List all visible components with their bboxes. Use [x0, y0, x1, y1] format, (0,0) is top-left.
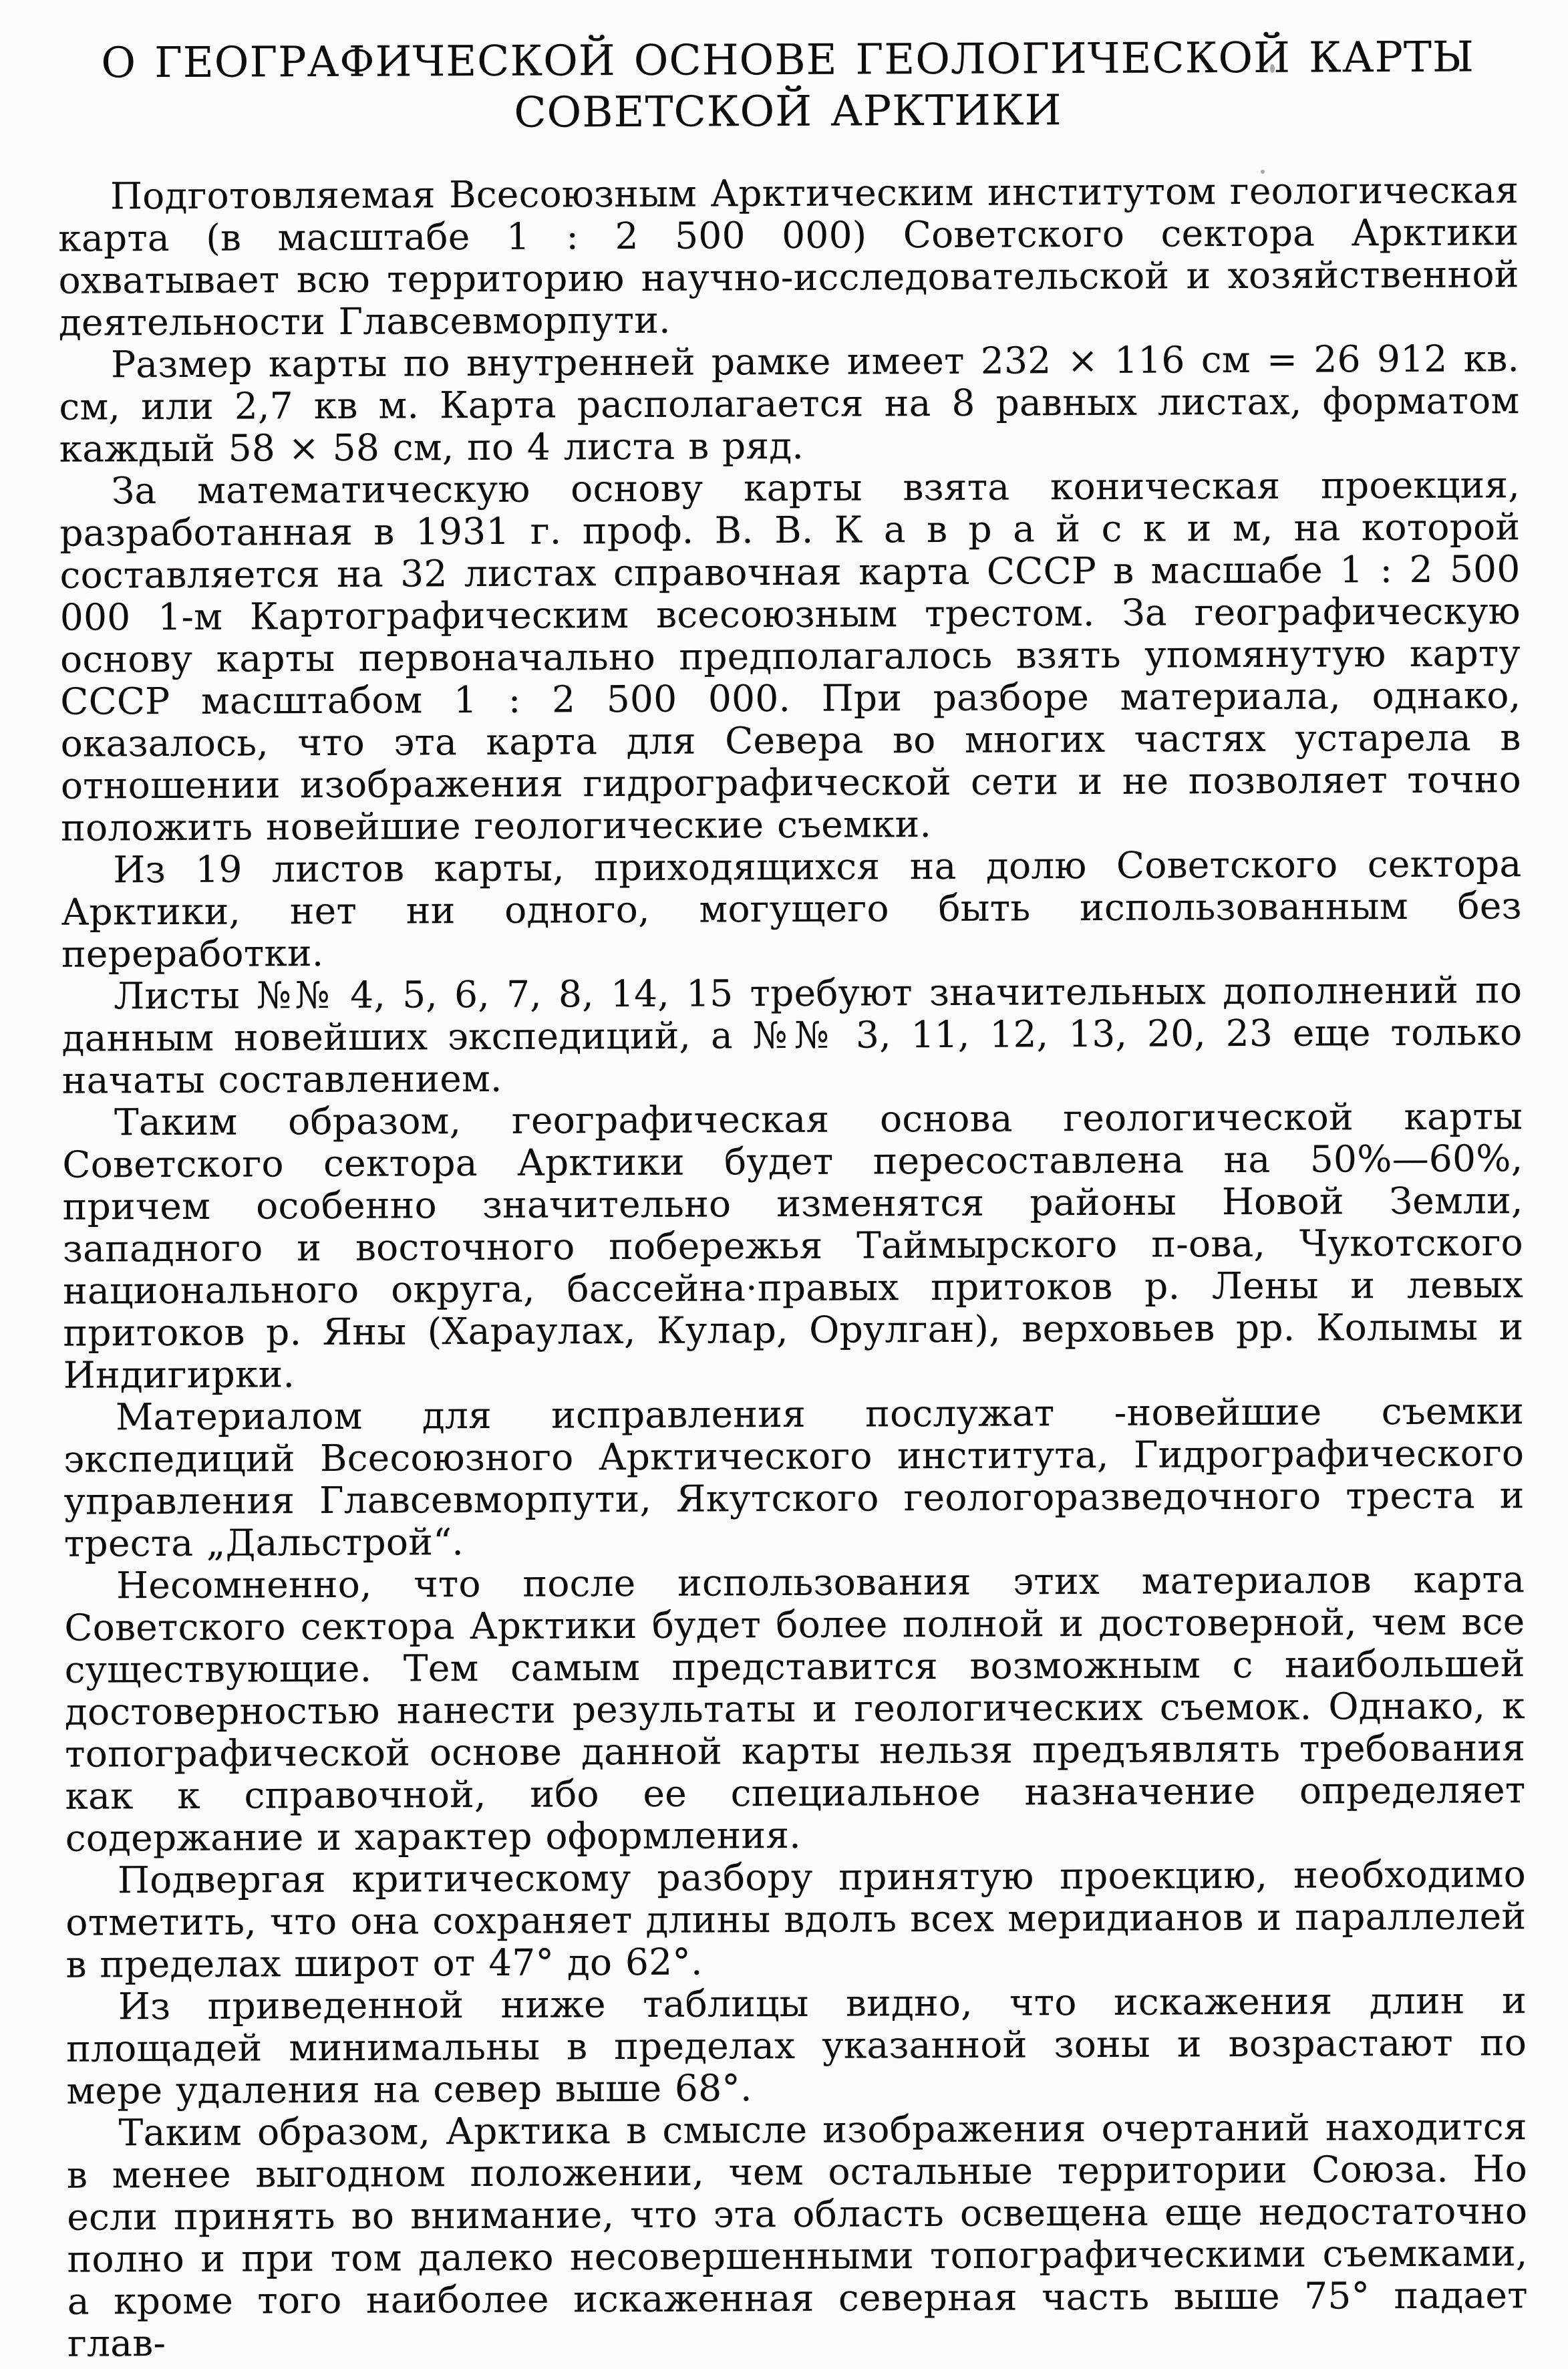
paragraph: Из 19 листов карты, приходящихся на долю Советского сектора Арктики, нет ни одного, могущего быть использованным без переработки. [61, 841, 1522, 976]
paragraph: Размер карты по внутренней рамке имеет 232 × 116 см = 26 912 кв. см, или 2,7 кв м. Карта располагается на 8 равных листах, форматом каждый 58 × 58 см, по 4 листа в ряд. [59, 336, 1520, 470]
paragraph: Несомненно, что после использования этих материалов карта Советского сектора Арктики будет более полной и достоверной, чем все существующие. Тем самым представится возможным с наибольшей достоверностью нанести результаты и геологических съемок. Однако, к топографической основе данной карты нельзя предъявлять требования как к справочной, ибо ее специальное назначение определяет содержание и характер оформления. [64, 1557, 1526, 1860]
paragraph: Листы №№ 4, 5, 6, 7, 8, 14, 15 требуют значительных дополнений по данным новейших экспедиций, а №№ 3, 11, 12, 13, 20, 23 еще только начаты составлением. [61, 968, 1523, 1102]
paragraph: Материалом для исправления послужат -новейшие съемки экспедиций Всесоюзного Арктического института, Гидрографического управления Главсевморпути, Якутского геологоразведочного треста и треста „Дальстрой“. [63, 1389, 1525, 1565]
text-block [57, 31, 1528, 2364]
paragraph: За математическую основу карты взята коническая проекция, разработанная в 1931 г. проф. В. В. К а в р а й с к и м, на которой составляется на 32 листах справочная карта СССР в масшабе 1 : 2 500 000 1-м Картографическим всесоюзным трестом. За географическую основу карты первоначально предполагалось взять упомянутую карту СССР масштабом 1 : 2 500 000. При разборе материала, однако, оказалось, что эта карта для Севера во многих частях устарела в отношении изображения гидрографической сети и не позволяет точно положить новейшие геологические съемки. [59, 462, 1522, 849]
paragraph: Таким образом, географическая основа геологической карты Советского сектора Арктики будет пересоставлена на 50%—60%, причем особенно значительно изменятся районы Новой Земли, западного и восточного побережья Таймырского п-ова, Чукотского национального округа, бассейна·правых притоков р. Лены и левых притоков р. Яны (Хараулах, Кулар, Орулган), верховьев рр. Колымы и Индигирки. [62, 1094, 1524, 1397]
document-title-line2: СОВЕТСКОЙ АРКТИКИ [514, 86, 1062, 137]
document-title-line1: О ГЕОГРАФИЧЕСКОЙ ОСНОВЕ ГЕОЛОГИЧЕСКОЙ КАРТЫ [101, 32, 1475, 88]
paragraph: Подготовляемая Всесоюзным Арктическим институтом геологическая карта (в масштабе 1 : 2 500 000) Советского сектора Арктики охватывает всю территорию научно-исследовательской и хозяйственной деятельности Главсевморпути. [58, 168, 1519, 344]
document-body [58, 169, 1528, 2365]
paragraph: Таким образом, Арктика в смысле изображения очертаний находится в менее выгодном положении, чем остальные территории Союза. Но если принять во внимание, что эта область освещена еще недостаточно полно и при том далеко несовершенными топографическими съемками, а кроме того наиболее искаженная северная часть выше 75° падает глав- [66, 2104, 1528, 2365]
document-title [57, 31, 1519, 140]
paragraph: Подвергая критическому разбору принятую проекцию, необходимо отметить, что она сохраняет длины вдолъ всех меридианов и параллелей в пределах широт от 47° до 62°. [65, 1852, 1527, 1986]
paragraph: Из приведенной ниже таблицы видно, что искажения длин и площадей минимальны в пределах указанной зоны и возрастают по мере удаления на север выше 68°. [65, 1978, 1527, 2112]
